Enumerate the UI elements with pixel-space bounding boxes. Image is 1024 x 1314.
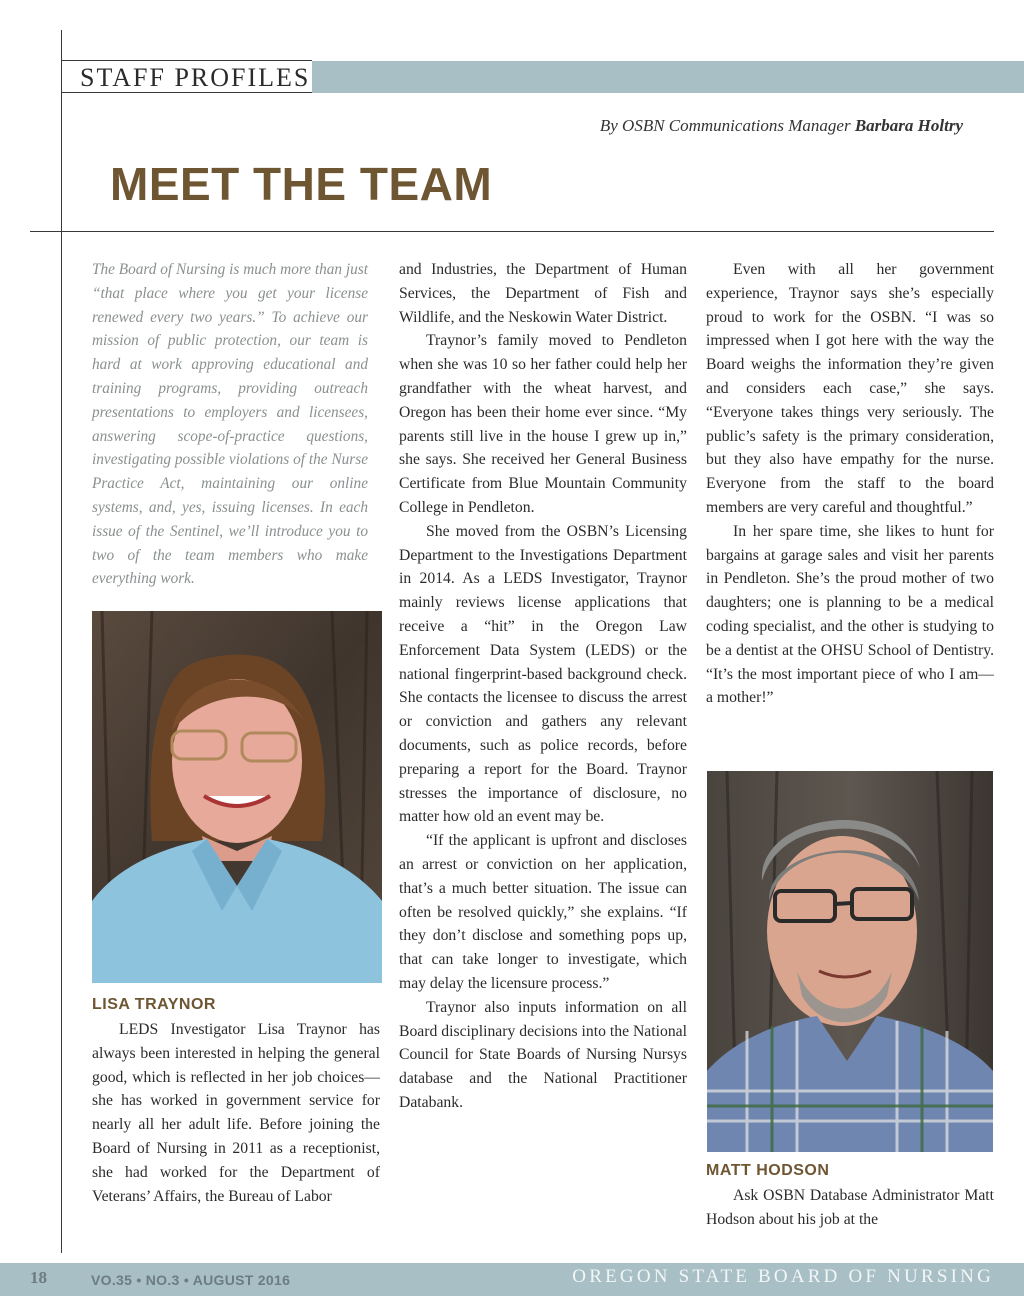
portrait-photo-icon — [707, 771, 993, 1152]
article-column-2 — [399, 258, 687, 1115]
article-column-3 — [706, 258, 994, 710]
article-paragraph: Even with all her government experience, Traynor says she’s especially proud to work for the OSBN. “I was so impressed when I got here with the way the Board weighs the information they’re given and considers each case,” she says. “Everyone takes things very seriously. The public’s safety is the primary consideration, but they also have empathy for the nurse. Everyone from the staff to the board members are very careful and thoughtful.” — [706, 261, 994, 516]
lisa-traynor-photo — [92, 611, 382, 983]
article-paragraph: Traynor’s family moved to Pendleton when she was 10 so her father could help her grandfather with the wheat harvest, and Oregon has been their home ever since. “My parents still live in the house I grew up in,” she says. She received her General Business Certificate from Blue Mountain Community College in Pendleton. — [399, 332, 687, 516]
byline — [520, 116, 963, 136]
article-paragraph: and Industries, the Department of Human Services, the Department of Fish and Wildlife, and the Neskowin Water District. — [399, 261, 687, 326]
article-paragraph: “If the applicant is upfront and discloses an arrest or conviction on her application, that’s a much better situation. The issue can often be resolved quickly,” she explains. “If they don’t disclose and something pops up, that can take longer to investigate, which may delay the licensure process.” — [399, 832, 687, 992]
section-label: STAFF PROFILES — [80, 63, 311, 92]
byline-author: Barbara Holtry — [854, 116, 963, 135]
article-paragraph: LEDS Investigator Lisa Traynor has always been interested in helping the general good, which is reflected in her job choices—she has worked in government service for nearly all her adult life. Before joining the Board of Nursing in 2011 as a receptionist, she had worked for the Department of Veterans’ Affairs, the Bureau of Labor — [92, 1021, 380, 1205]
issue-info: VO.35 • NO.3 • AUGUST 2016 — [91, 1272, 291, 1288]
page-margin-rule — [61, 30, 62, 1253]
intro-blurb: The Board of Nursing is much more than just “that place where you get your license renewed every two years.” To achieve our mission of public protection, our team is hard at work approving educational and training programs, providing outreach presentations to employers and licensees, answering scope-of-practice questions, investigating possible violations of the Nurse Practice Act, maintaining our online systems, and, yes, issuing licenses. In each issue of the Sentinel, we’ll introduce you to two of the team members who make everything work. — [92, 261, 368, 588]
byline-prefix: By OSBN Communications Manager — [599, 116, 851, 135]
profile-name-lisa-traynor: LISA TRAYNOR — [92, 996, 216, 1013]
article-paragraph: Traynor also inputs information on all Board disciplinary decisions into the National Council for State Boards of Nursing Nursys database and the National Practitioner Databank. — [399, 998, 687, 1111]
organization-name: OREGON STATE BOARD OF NURSING — [572, 1266, 994, 1287]
title-divider — [30, 231, 994, 232]
article-column-1 — [92, 1018, 380, 1208]
article-paragraph: In her spare time, she likes to hunt for bargains at garage sales and visit her parents in Pendleton. She’s the proud mother of two daughters; one is planning to be a medical coding specialist, and the other is studying to be a dentist at the OHSU School of Dentistry. “It’s the most important piece of who I am—a mother!” — [706, 522, 994, 707]
page-title: MEET THE TEAM — [110, 158, 493, 210]
portrait-photo-icon — [92, 611, 382, 983]
article-paragraph: She moved from the OSBN’s Licensing Department to the Investigations Department in 2014. As a LEDS Investigator, Traynor mainly reviews license applications that receive a “hit” in the Oregon Law Enforcement Data System (LEDS) or the national fingerprint-based background check. She contacts the licensee to discuss the arrest or conviction and gathers any relevant documents, such as police records, before preparing a report for the Board. Traynor stresses the importance of disclosure, no matter how old an event may be. — [399, 522, 687, 826]
matt-hodson-photo — [707, 771, 993, 1152]
article-paragraph: Ask OSBN Database Administrator Matt Hodson about his job at the — [706, 1187, 994, 1228]
profile-name-matt-hodson: MATT HODSON — [706, 1162, 830, 1179]
article-column-3-continued — [706, 1184, 994, 1232]
page-number: 18 — [30, 1268, 47, 1287]
section-band — [312, 61, 1024, 93]
